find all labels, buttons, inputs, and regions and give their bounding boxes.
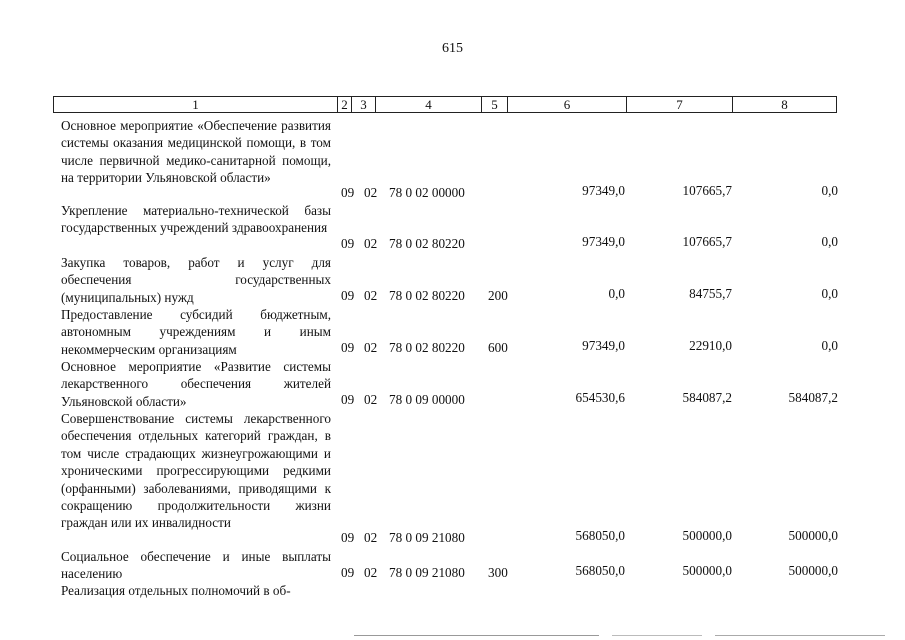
row-value-col6: 568050,0 [575,528,625,543]
row-name: Социальное обеспечение и иные выплаты населению [61,549,331,582]
row-value-col8: 0,0 [821,234,838,249]
row-code: 78 0 09 00000 [389,392,465,407]
row-name: Закупка товаров, работ и услуг для обеспечения государственных (муниципальных) нужд [61,255,331,305]
row-subsection: 02 [364,185,378,200]
row-value-col8: 0,0 [821,338,838,353]
row-name: Основное мероприятие «Обеспечение развития системы оказания медицинской помощи, в том числе первичной медико-санитарной помощи, на территории Ульяновской области» [61,118,331,186]
row-value-col6: 97349,0 [582,338,625,353]
row-value-col7: 107665,7 [682,183,732,198]
row-value-col6: 97349,0 [582,183,625,198]
header-col-1: 1 [192,97,199,112]
header-col-4: 4 [375,97,481,112]
row-section: 09 [341,288,355,303]
table-header [53,96,837,113]
scan-edge-line [715,635,885,636]
row-value-col8: 0,0 [821,286,838,301]
row-value-col8: 500000,0 [788,563,838,578]
row-name: Основное мероприятие «Развитие системы лекарственного обеспечения жителей Ульяновской области» [61,359,331,409]
row-value-col7: 500000,0 [682,528,732,543]
row-code: 78 0 02 80220 [389,236,465,251]
row-code: 78 0 02 80220 [389,340,465,355]
row-subsection: 02 [364,236,378,251]
row-value-col8: 500000,0 [788,528,838,543]
header-col-6: 6 [507,97,626,112]
row-value-col6: 654530,6 [575,390,625,405]
page-number: 615 [442,41,463,56]
row-code: 78 0 02 00000 [389,185,465,200]
row-section: 09 [341,530,355,545]
scan-edge-line [354,635,599,636]
row-value-col6: 568050,0 [575,563,625,578]
row-subsection: 02 [364,530,378,545]
row-section: 09 [341,565,355,580]
row-name: Укрепление материально-технической базы государственных учреждений здравоохранения [61,203,331,236]
row-value-col7: 584087,2 [682,390,732,405]
header-col-3: 3 [351,97,375,112]
row-value-col7: 500000,0 [682,563,732,578]
scan-edge-line [612,635,702,636]
row-subsection: 02 [364,565,378,580]
row-value-col8: 0,0 [821,183,838,198]
header-col-7: 7 [626,97,732,112]
row-value-col8: 584087,2 [788,390,838,405]
header-col-5: 5 [481,97,507,112]
row-section: 09 [341,185,355,200]
header-col-8: 8 [732,97,836,112]
row-value-col7: 84755,7 [689,286,732,301]
row-code: 78 0 09 21080 [389,530,465,545]
row-value-col6: 0,0 [608,286,625,301]
row-name: Предоставление субсидий бюджетным, автономным учреждениям и иным некоммерческим организациям [61,307,331,357]
row-subsection: 02 [364,288,378,303]
row-subsection: 02 [364,340,378,355]
row-expense-type: 600 [488,340,508,355]
row-section: 09 [341,340,355,355]
row-section: 09 [341,236,355,251]
row-code: 78 0 02 80220 [389,288,465,303]
row-name: Совершенствование системы лекарственного обеспечения отдельных категорий граждан, в том числе страдающих жизнеугрожающими и хроническими прогрессирующими редкими (орфанными) заболеваниями, приводящими к сокращению продолжительности жизни граждан или их инвалидности [61,411,331,531]
row-value-col7: 107665,7 [682,234,732,249]
row-expense-type: 300 [488,565,508,580]
row-value-col7: 22910,0 [689,338,732,353]
row-name: Реализация отдельных полномочий в об- [61,583,291,598]
header-col-2: 2 [337,97,351,112]
row-expense-type: 200 [488,288,508,303]
row-code: 78 0 09 21080 [389,565,465,580]
row-section: 09 [341,392,355,407]
row-subsection: 02 [364,392,378,407]
row-value-col6: 97349,0 [582,234,625,249]
